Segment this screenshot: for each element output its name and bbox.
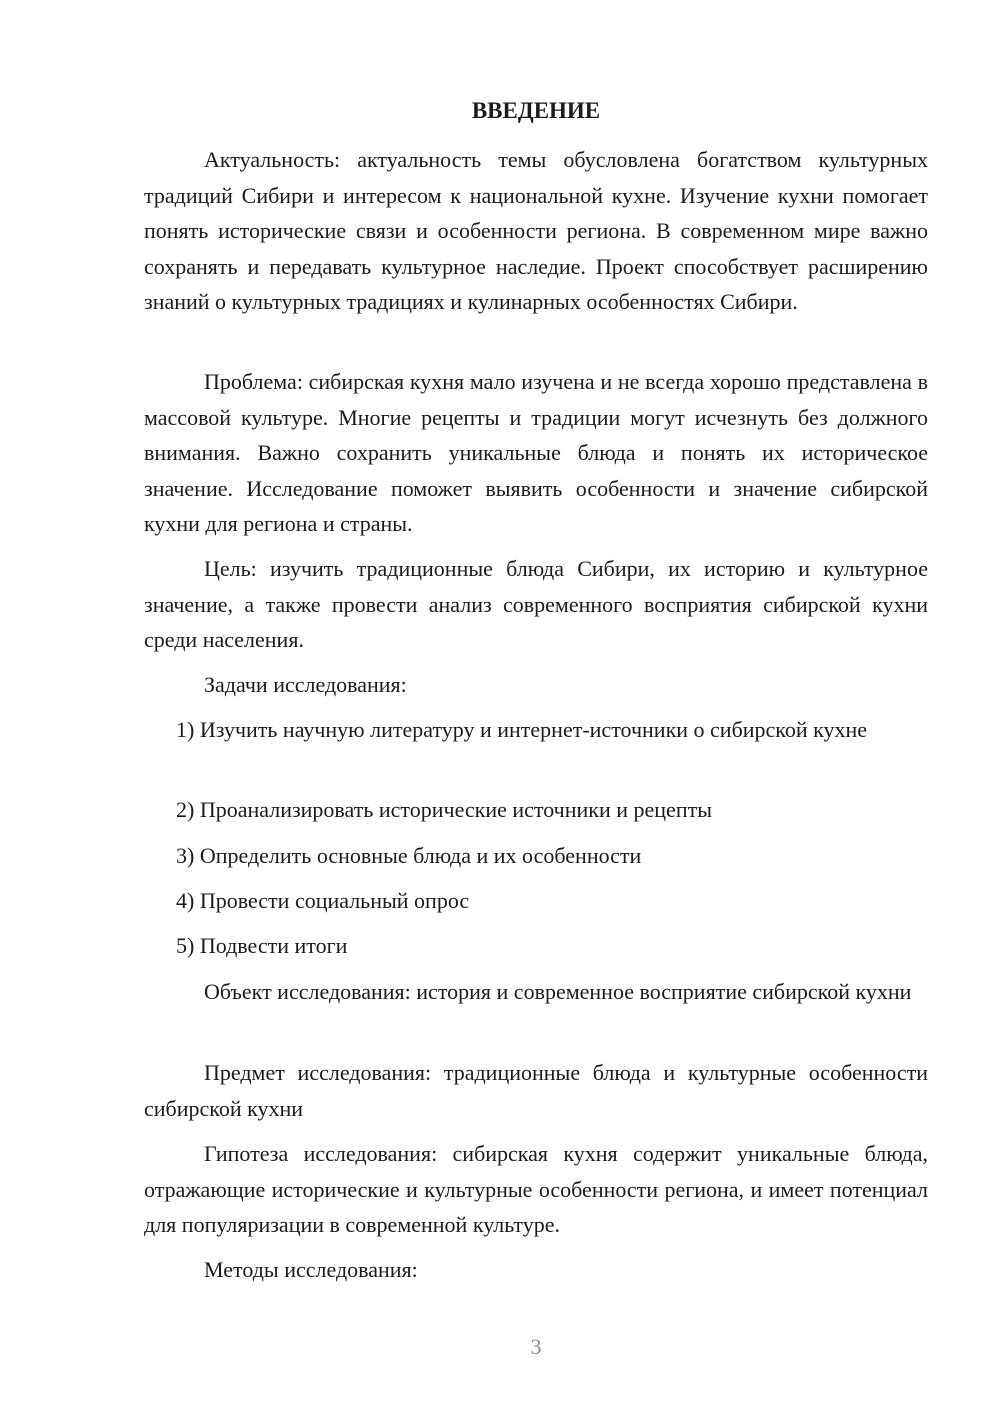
methods-heading: Методы исследования: (204, 1257, 418, 1282)
list-item: 5) Подвести итоги (176, 933, 348, 958)
paragraph-hypothesis: Гипотеза исследования: сибирская кухня содержит уникальные блюда, отражающие исторические и культурные особенности региона, и имеет потенциал для популяризации в современной культуре. (144, 1141, 928, 1237)
paragraph-relevance: Актуальность: актуальность темы обусловлена богатством культурных традиций Сибири и интересом к национальной кухне. Изучение кухни помогает понять исторические связи и особенности региона. В современном мире важно сохранять и передавать культурное наследие. Проект способствует расширению знаний о культурных традициях и кулинарных особенностях Сибири. (144, 147, 928, 314)
paragraph-goal: Цель: изучить традиционные блюда Сибири, их историю и культурное значение, а также провести анализ современного восприятия сибирской кухни среди населения. (144, 556, 928, 652)
list-item: 1) Изучить научную литературу и интернет-источники о сибирской кухне (176, 717, 868, 742)
paragraph-object: Объект исследования: история и современное восприятие сибирской кухни (204, 979, 912, 1004)
paragraph-subject: Предмет исследования: традиционные блюда и культурные особенности сибирской кухни (144, 1060, 928, 1121)
page-number: 3 (530, 1334, 542, 1359)
paragraph-problem: Проблема: сибирская кухня мало изучена и не всегда хорошо представлена в массовой культуре. Многие рецепты и традиции могут исчезнуть без должного внимания. Важно сохранить уникальные блюда и понять их историческое значение. Исследование поможет выявить особенности и значение сибирской кухни для региона и страны. (144, 369, 928, 536)
page-title: ВВЕДЕНИЕ (471, 98, 601, 123)
list-item: 4) Провести социальный опрос (176, 888, 470, 913)
tasks-heading: Задачи исследования: (204, 672, 407, 697)
list-item: 3) Определить основные блюда и их особенности (176, 843, 642, 868)
list-item: 2) Проанализировать исторические источники и рецепты (176, 797, 712, 822)
